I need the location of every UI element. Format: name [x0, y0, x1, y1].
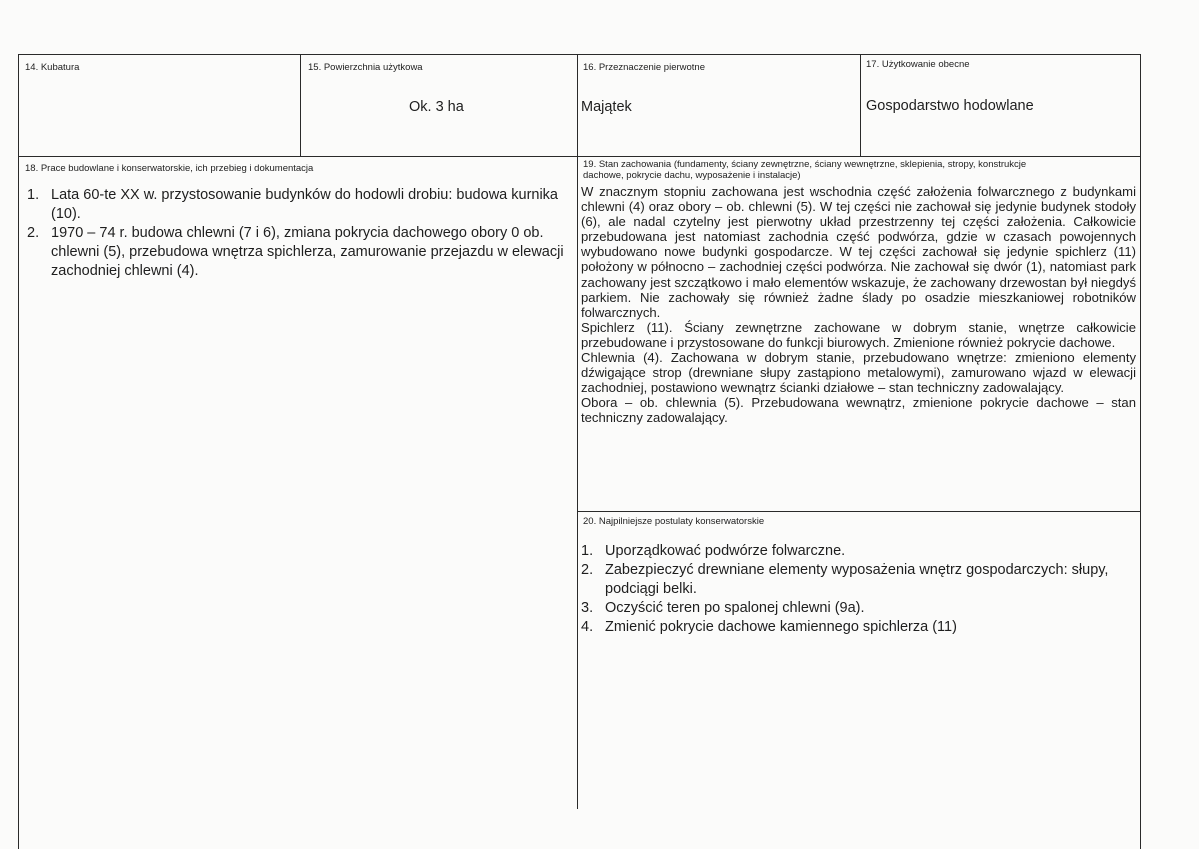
current-use-value: Gospodarstwo hodowlane — [866, 98, 1034, 114]
preservation-state-label: 19. Stan zachowania (fundamenty, ściany zewnętrzne, ściany wewnętrzne, sklepienia, stropy, konstrukcje dachowe, pokrycie dachu, wyposażenie i instalacje) — [583, 159, 1027, 181]
usable-area-label: 15. Powierzchnia użytkowa — [308, 62, 423, 73]
state-paragraph: Spichlerz (11). Ściany zewnętrzne zachowane w dobrym stanie, wnętrze całkowicie przebudowane i przystosowane do funkcji biurowych. Zmienione również pokrycie dachowe. — [581, 319, 1136, 350]
section-divider — [577, 511, 1141, 512]
list-item-number: 4. — [581, 619, 594, 635]
list-item-text: Zabezpieczyć drewniane elementy wyposażenia wnętrz gospodarczych: słupy, podciągi belki. — [605, 562, 1109, 597]
kubatura-label: 14. Kubatura — [25, 62, 80, 73]
state-paragraph: W znacznym stopniu zachowana jest wschodnia część założenia folwarcznego z budynkami chlewni (4) oraz obory – ob. chlewni (5). W tej części nie zachował się jedynie budynek stodoły (6), ale nadal czytelny jest pierwotny układ przestrzenny tej części założenia. Całkowicie przebudowana jest natomiast zachodnia część podwórza, gdzie w czasach powojennych wybudowano nowe budynki gospodarcze. W tej części zachował się jedynie spichlerz (11) położony w północno – zachodniej części podwórza. Nie zachował się dwór (1), natomiast park zachowany jest szczątkowo i mało elementów wskazuje, że zachowany drzewostan był niegdyś parkiem. Nie zachowały się również żadne ślady po osadzie mieszkaniowej robotników folwarcznych. — [581, 184, 1136, 320]
row-divider — [18, 156, 1141, 157]
col-divider-1 — [300, 54, 301, 156]
top-border — [18, 54, 1141, 55]
state-paragraph: Obora – ob. chlewnia (5). Przebudowana wewnątrz, zmienione pokrycie dachowe – stan techniczny zadowalający. — [581, 395, 1136, 426]
list-item — [581, 542, 1141, 561]
list-item-text: Oczyścić teren po spalonej chlewni (9a). — [605, 600, 865, 616]
original-purpose-value: Majątek — [581, 99, 632, 115]
list-item — [581, 618, 1141, 637]
list-item-text: Lata 60-te XX w. przystosowanie budynków do hodowli drobiu: budowa kurnika (10). — [51, 187, 558, 222]
right-border — [1140, 54, 1141, 849]
col-divider-3 — [860, 54, 861, 156]
construction-works-label: 18. Prace budowlane i konserwatorskie, ich przebieg i dokumentacja — [25, 163, 314, 174]
col-divider-2 — [577, 54, 578, 809]
list-item — [581, 561, 1141, 599]
list-item-text: 1970 – 74 r. budowa chlewni (7 i 6), zmiana pokrycia dachowego obory 0 ob. chlewni (5), przebudowa wnętrza spichlerza, zamurowanie przejazdu w elewacji zachodniej chlewni (4). — [51, 225, 564, 279]
list-item-number: 1. — [27, 187, 40, 203]
list-item-text: Uporządkować podwórze folwarczne. — [605, 543, 846, 559]
conservation-postulates-list — [581, 542, 1141, 637]
original-purpose-label: 16. Przeznaczenie pierwotne — [583, 62, 705, 73]
list-item-number: 1. — [581, 543, 594, 559]
list-item-number: 2. — [27, 225, 40, 241]
list-item-number: 2. — [581, 562, 594, 578]
construction-works-list — [27, 186, 565, 281]
list-item-text: Zmienić pokrycie dachowe kamiennego spichlerza (11) — [605, 619, 957, 635]
list-item — [27, 224, 565, 281]
list-item — [581, 599, 1141, 618]
usable-area-value: Ok. 3 ha — [409, 99, 464, 115]
left-border — [18, 54, 19, 849]
state-paragraph: Chlewnia (4). Zachowana w dobrym stanie, przebudowano wnętrze: zmieniono elementy dźwigające strop (drewniane słupy zastąpiono metalowymi), zamurowano wjazd w elewacji zachodniej, postawiono wewnątrz ścianki działowe – stan techniczny zadowalający. — [581, 350, 1136, 396]
current-use-label: 17. Użytkowanie obecne — [866, 59, 970, 70]
list-item — [27, 186, 565, 224]
list-item-number: 3. — [581, 600, 594, 616]
preservation-state-text — [581, 184, 1136, 426]
conservation-postulates-label: 20. Najpilniejsze postulaty konserwatorskie — [583, 516, 765, 527]
